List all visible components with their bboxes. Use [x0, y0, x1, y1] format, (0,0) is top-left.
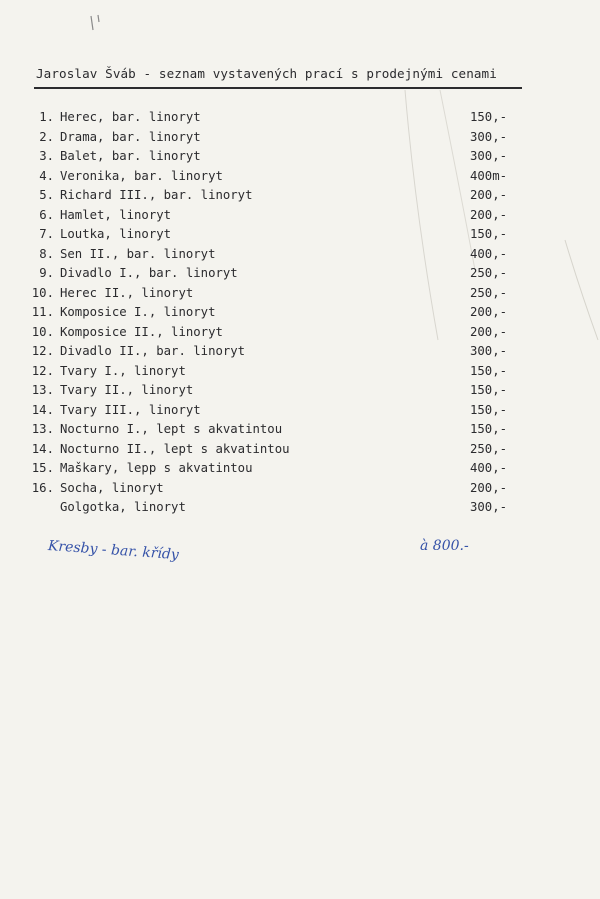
item-price: 150,-	[470, 383, 508, 397]
item-price: 300,-	[470, 129, 508, 144]
list-item	[0, 149, 600, 169]
list-item	[0, 130, 600, 150]
item-number: 10.	[31, 285, 54, 300]
item-number: 1.	[39, 110, 54, 124]
list-item	[0, 383, 600, 403]
item-price: 250,-	[470, 266, 508, 280]
item-title: Nocturno I., lept s akvatintou	[60, 422, 283, 436]
item-price: 150,-	[470, 422, 508, 436]
heading-underline	[34, 87, 522, 89]
item-number: 10.	[31, 324, 54, 339]
item-number: 13.	[31, 422, 54, 436]
item-number: 12.	[31, 363, 54, 378]
item-number: 7.	[39, 227, 54, 241]
item-title: Komposice I., linoryt	[60, 305, 216, 319]
list-item	[0, 364, 600, 384]
item-price: 150,-	[470, 363, 508, 378]
item-title: Richard III., bar. linoryt	[60, 188, 253, 202]
handwritten-note-price: à 800.-	[420, 538, 469, 554]
item-number: 15.	[31, 461, 54, 475]
document-heading: Jaroslav Šváb - seznam vystavených prací s prodejnými cenami	[36, 66, 497, 81]
item-price: 200,-	[470, 207, 508, 222]
list-item	[0, 266, 600, 286]
list-item	[0, 208, 600, 228]
item-title: Komposice II., linoryt	[60, 324, 223, 339]
item-number: 6.	[39, 207, 54, 222]
item-price: 150,-	[470, 227, 508, 241]
item-title: Loutka, linoryt	[60, 227, 172, 241]
list-item	[0, 247, 600, 267]
item-title: Tvary III., linoryt	[60, 402, 201, 417]
item-number: 4.	[39, 168, 54, 183]
item-title: Veronika, bar. linoryt	[60, 168, 223, 183]
item-number: 8.	[39, 246, 54, 261]
item-number: 11.	[31, 305, 54, 319]
item-price: 400,-	[470, 461, 508, 475]
item-price: 200,-	[470, 188, 508, 202]
item-price: 300,-	[470, 344, 508, 358]
item-price: 200,-	[470, 480, 508, 495]
item-title: Drama, bar. linoryt	[60, 129, 201, 144]
item-price: 200,-	[470, 305, 508, 319]
item-title: Sen II., bar. linoryt	[60, 246, 216, 261]
list-item	[0, 422, 600, 442]
list-item	[0, 325, 600, 345]
item-price: 150,-	[470, 402, 508, 417]
list-item	[0, 110, 600, 130]
item-title: Balet, bar. linoryt	[60, 149, 201, 163]
list-item	[0, 500, 600, 520]
item-number: 14.	[31, 441, 54, 456]
item-price: 150,-	[470, 110, 508, 124]
works-list	[0, 110, 600, 520]
item-number: 12.	[31, 344, 54, 358]
item-title: Divadlo I., bar. linoryt	[60, 266, 238, 280]
list-item	[0, 344, 600, 364]
item-title: Socha, linoryt	[60, 480, 164, 495]
item-number: 16.	[31, 480, 54, 495]
item-price: 250,-	[470, 441, 508, 456]
item-number: 9.	[39, 266, 54, 280]
item-number: 13.	[31, 383, 54, 397]
item-title: Tvary II., linoryt	[60, 383, 194, 397]
item-title: Golgotka, linoryt	[60, 500, 186, 514]
item-title: Nocturno II., lept s akvatintou	[60, 441, 290, 456]
item-title: Maškary, lepp s akvatintou	[60, 461, 253, 475]
item-price: 400m-	[470, 168, 508, 183]
list-item	[0, 481, 600, 501]
list-item	[0, 461, 600, 481]
list-item	[0, 403, 600, 423]
item-number: 14.	[31, 402, 54, 417]
item-price: 300,-	[470, 149, 508, 163]
item-title: Hamlet, linoryt	[60, 207, 172, 222]
list-item	[0, 305, 600, 325]
item-price: 250,-	[470, 285, 508, 300]
item-title: Herec, bar. linoryt	[60, 110, 201, 124]
item-title: Herec II., linoryt	[60, 285, 194, 300]
item-number: 3.	[39, 149, 54, 163]
list-item	[0, 442, 600, 462]
item-title: Tvary I., linoryt	[60, 363, 186, 378]
item-number: 2.	[39, 129, 54, 144]
list-item	[0, 169, 600, 189]
handwritten-note-drawings: Kresby - bar. křídy	[47, 538, 180, 564]
list-item	[0, 188, 600, 208]
list-item	[0, 286, 600, 306]
item-title: Divadlo II., bar. linoryt	[60, 344, 246, 358]
list-item	[0, 227, 600, 247]
pencil-tick-mark	[88, 14, 102, 34]
item-price: 300,-	[470, 500, 508, 514]
item-price: 200,-	[470, 324, 508, 339]
item-price: 400,-	[470, 246, 508, 261]
item-number: 5.	[39, 188, 54, 202]
